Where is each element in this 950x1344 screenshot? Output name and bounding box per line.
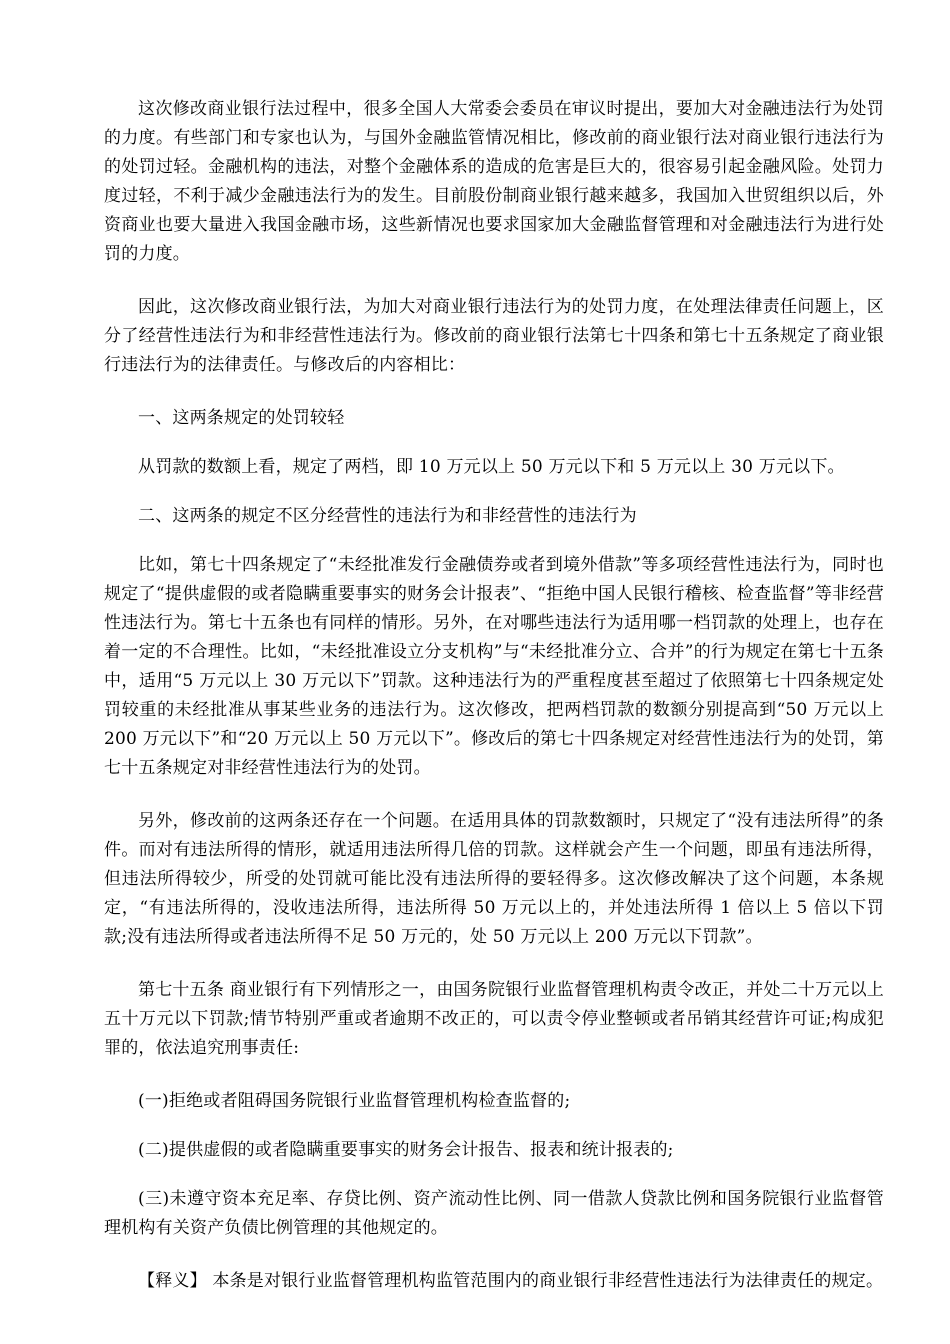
paragraph-another-issue: 另外，修改前的这两条还存在一个问题。在适用具体的罚款数额时，只规定了“没有违法所得”的条件。而对有违法所得的情形，就适用违法所得几倍的罚款。这样就会产生一个问题，即虽有违法所得，但违法所得较少，所受的处罚就可能比没有违法所得的要轻得多。这次修改解决了这个问题，本条规定，“有违法所得的，没收违法所得，违法所得 50 万元以上的，并处违法所得 1 倍以上 5 倍以下罚款;没有违法所得或者违法所得不足 50 万元的，处 50 万元以上 200 万元以下罚款”。 xyxy=(104,811,884,947)
article-75: 第七十五条 商业银行有下列情形之一，由国务院银行业监督管理机构责令改正，并处二十万元以上五十万元以下罚款;情节特别严重或者逾期不改正的，可以责令停业整顿或者吊销其经营许可证;构成犯罪的，依法追究刑事责任: xyxy=(104,980,884,1058)
paragraph-therefore: 因此，这次修改商业银行法，为加大对商业银行违法行为的处罚力度，在处理法律责任问题上，区分了经营性违法行为和非经营性违法行为。修改前的商业银行法第七十四条和第七十五条规定了商业银行违法行为的法律责任。与修改后的内容相比： xyxy=(104,297,884,375)
heading-point-two: 二、这两条的规定不区分经营性的违法行为和非经营性的违法行为 xyxy=(138,506,637,526)
document-body xyxy=(104,95,884,1320)
paragraph-intro: 这次修改商业银行法过程中，很多全国人大常委会委员在审议时提出，要加大对金融违法行为处罚的力度。有些部门和专家也认为，与国外金融监管情况相比，修改前的商业银行法对商业银行违法行为的处罚过轻。金融机构的违法，对整个金融体系的造成的危害是巨大的，很容易引起金融风险。处罚力度过轻，不利于减少金融违法行为的发生。目前股份制商业银行越来越多，我国加入世贸组织以后，外资商业也要大量进入我国金融市场，这些新情况也要求国家加大金融监督管理和对金融违法行为进行处罚的力度。 xyxy=(104,99,884,264)
paragraph-fine-amounts: 从罚款的数额上看，规定了两档，即 10 万元以上 50 万元以下和 5 万元以上 30 万元以下。 xyxy=(138,457,845,477)
heading-point-one: 一、这两条规定的处罚较轻 xyxy=(138,408,345,428)
article-item-3: (三)未遵守资本充足率、存贷比例、资产流动性比例、同一借款人贷款比例和国务院银行业监督管理机构有关资产负债比例管理的其他规定的。 xyxy=(104,1189,884,1238)
interpretation: 【释义】 本条是对银行业监督管理机构监管范围内的商业银行非经营性违法行为法律责任的规定。 xyxy=(138,1271,884,1291)
paragraph-example: 比如，第七十四条规定了“未经批准发行金融债券或者到境外借款”等多项经营性违法行为，同时也规定了“提供虚假的或者隐瞒重要事实的财务会计报表”、“拒绝中国人民银行稽核、检查监督”等非经营性违法行为。第七十五条也有同样的情形。另外，在对哪些违法行为适用哪一档罚款的处理上，也存在着一定的不合理性。比如，“未经批准设立分支机构”与“未经批准分立、合并”的行为规定在第七十五条中，适用“5 万元以上 30 万元以下”罚款。这种违法行为的严重程度甚至超过了依照第七十四条规定处罚较重的未经批准从事某些业务的违法行为。这次修改，把两档罚款的数额分别提高到“50 万元以上 200 万元以下”和“20 万元以上 50 万元以下”。修改后的第七十四条规定对经营性违法行为的处罚，第七十五条规定对非经营性违法行为的处罚。 xyxy=(104,555,884,778)
article-item-2: (二)提供虚假的或者隐瞒重要事实的财务会计报告、报表和统计报表的; xyxy=(138,1140,674,1160)
article-item-1: (一)拒绝或者阻碍国务院银行业监督管理机构检查监督的; xyxy=(138,1091,571,1111)
